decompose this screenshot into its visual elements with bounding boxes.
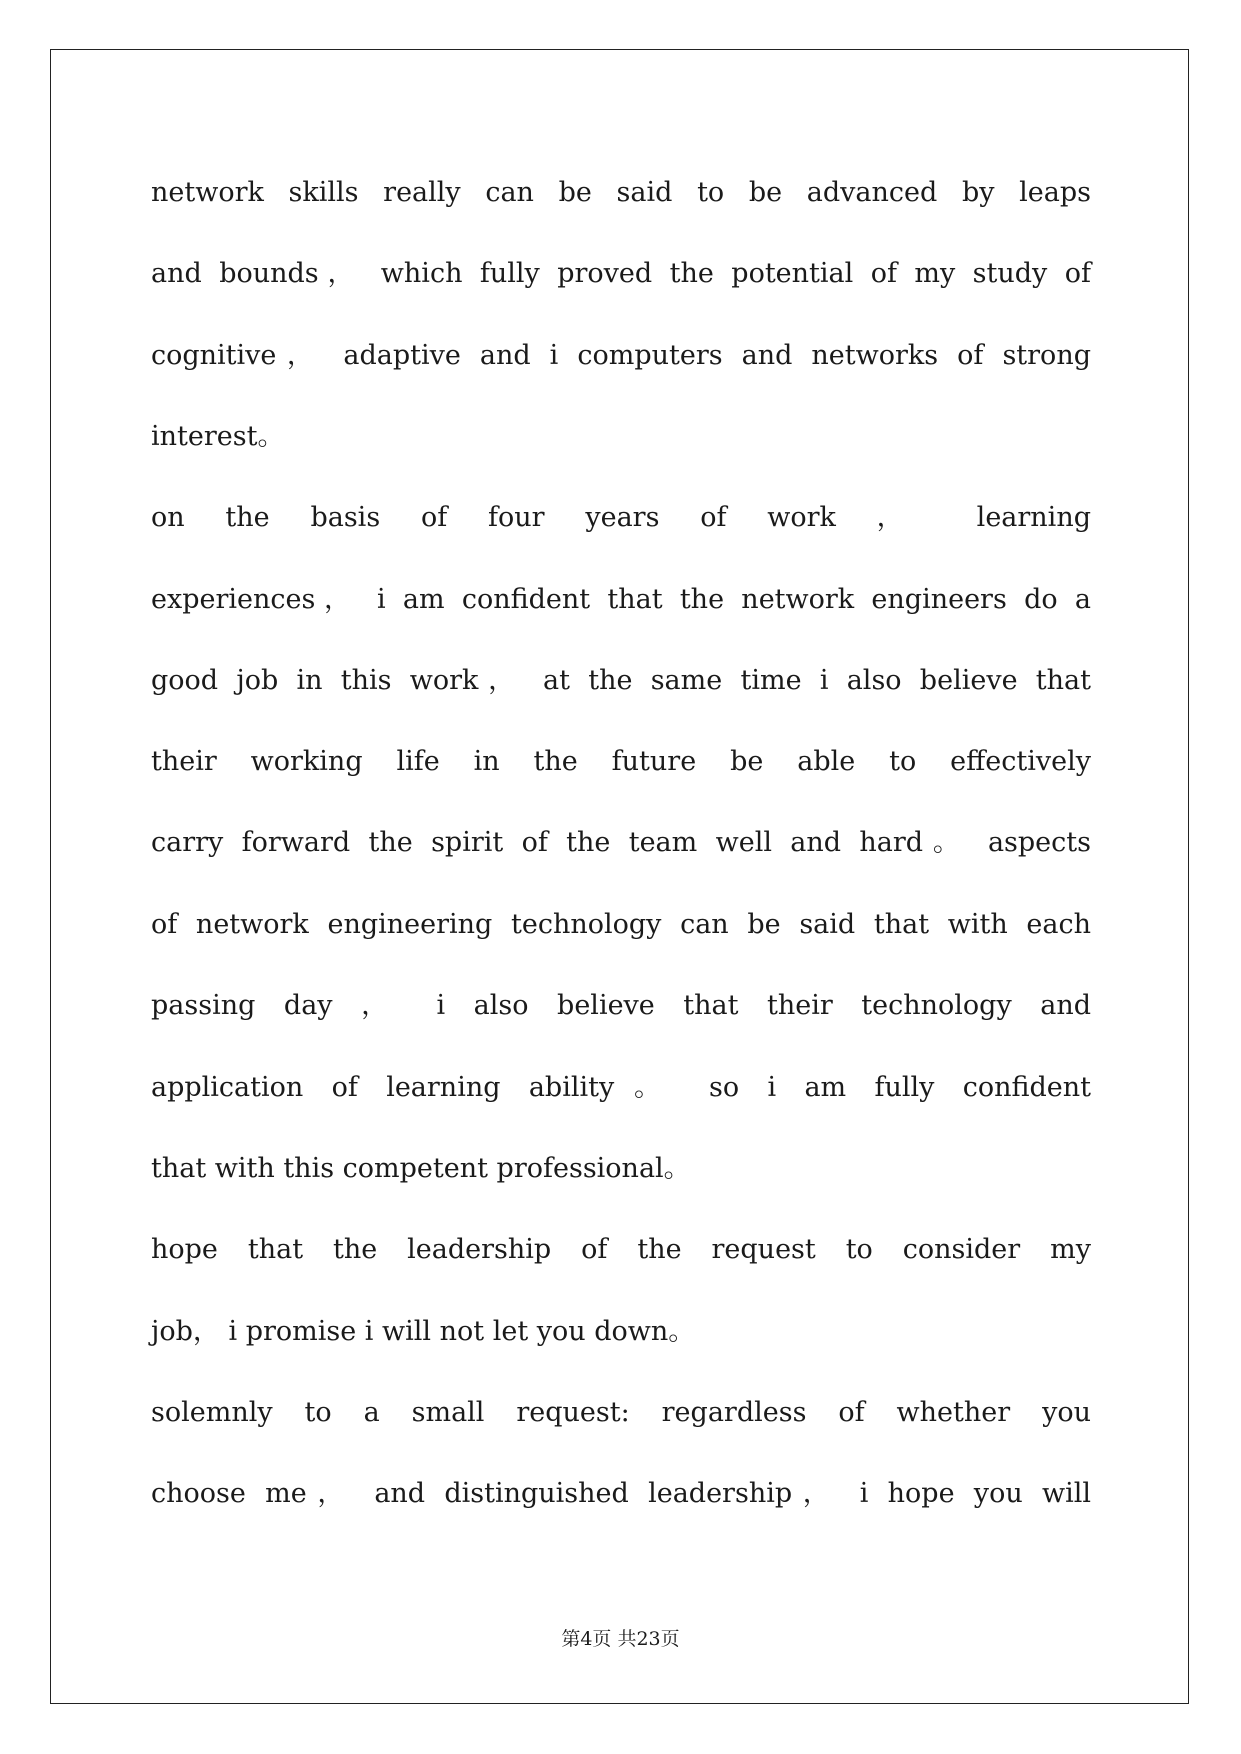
text-line: application of learning ability。 so i am fully confident (151, 1072, 1091, 1103)
text-line: their working life in the future be able to effectively (151, 746, 1091, 777)
text-line: passing day ， i also believe that their technology and (151, 990, 1091, 1021)
text-line: experiences， i am confident that the network engineers do a (151, 584, 1091, 615)
text-line: of network engineering technology can be said that with each (151, 909, 1091, 940)
text-line: hope that the leadership of the request to consider my (151, 1234, 1091, 1265)
text-line: good job in this work， at the same time i also believe that (151, 665, 1091, 696)
page-border (50, 49, 1189, 1704)
text-line: on the basis of four years of work ， learning (151, 502, 1091, 533)
text-line: job， i promise i will not let you down。 (151, 1316, 696, 1347)
text-line: that with this competent professional。 (151, 1153, 691, 1184)
text-line: solemnly to a small request: regardless of whether you (151, 1397, 1091, 1428)
text-line: carry forward the spirit of the team well and hard。 aspects (151, 827, 1091, 858)
text-line: interest。 (151, 421, 285, 452)
text-line: network skills really can be said to be advanced by leaps (151, 177, 1091, 208)
page-number-footer: 第4页 共23页 (561, 1628, 680, 1650)
text-line: cognitive， adaptive and i computers and networks of strong (151, 340, 1091, 371)
text-line: choose me， and distinguished leadership， i hope you will (151, 1478, 1091, 1509)
text-line: and bounds， which fully proved the potential of my study of (151, 258, 1091, 289)
